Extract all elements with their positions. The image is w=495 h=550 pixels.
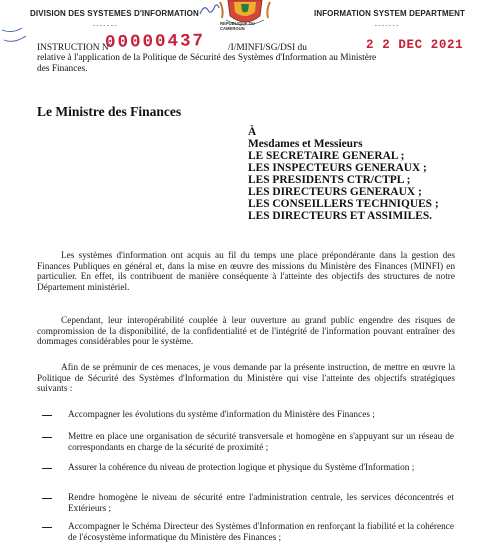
coat-of-arms-seal <box>214 0 276 30</box>
seal-caption: REPUBLIQUE DU CAMEROUN <box>220 21 255 31</box>
date-stamp: 2 2 DEC 2021 <box>366 38 464 52</box>
recipient-line: LE SECRETAIRE GENERAL ; <box>248 150 405 162</box>
instruction-subject-line1: relative à l'application de la Politique de Sécurité des Systèmes d'Information au Ministère <box>37 53 377 63</box>
recipient-line: LES INSPECTEURS GENERAUX ; <box>248 162 427 174</box>
dash-bullet-icon <box>42 415 52 416</box>
recipient-line: LES CONSEILLERS TECHNIQUES ; <box>248 198 439 210</box>
dash-bullet-icon <box>42 527 52 528</box>
body-paragraph: Afin de se prémunir de ces menaces, je vous demande par la présente instruction, de mettre en œuvre la Politique de Sécurité des Systèmes d'Information du Ministère qui vise l'atteinte des objectifs stratégiques suivants : <box>37 363 455 395</box>
dash-bullet-icon <box>42 437 52 438</box>
body-paragraph: Les systèmes d'information ont acquis au fil du temps une place prépondérante dans la gestion des Finances Publiques en général et, dans la mise en œuvre des missions du Ministère des Finances (MINFI) en particulier. En effet, ils contribuent de manière conséquente à l'atteinte des objectifs des structures de notre Département ministériel. <box>37 251 455 293</box>
dash-bullet-icon <box>42 468 52 469</box>
body-paragraph: Cependant, leur interopérabilité couplée à leur ouverture au grand public engendre des risques de compromission de la disponibilité, de la confidentialité et de l'intégrité de l'information pouvant entraîner des dommages considérables pour le système. <box>37 316 455 348</box>
objective-text: Assurer la cohérence du niveau de protection logique et physique du Système d'Information ; <box>68 463 415 473</box>
instruction-prefix: INSTRUCTION N° <box>37 43 113 53</box>
objective-text: Mettre en place une organisation de sécurité transversale et homogène en s'appuyant sur un réseau de correspondants en charge de la sécurité de proximité ; <box>68 432 454 453</box>
recipient-line: LES DIRECTEURS GENERAUX ; <box>248 186 422 198</box>
objective-text: Accompagner les évolutions du système d'information du Ministère des Finances ; <box>68 410 375 420</box>
objective-list-item <box>42 522 454 544</box>
objective-list-item <box>42 493 454 515</box>
recipients-a: À <box>248 126 257 138</box>
recipient-line: LES DIRECTEURS ET ASSIMILES. <box>248 210 433 222</box>
handwritten-initial-mark <box>198 2 220 18</box>
instruction-reference: /I/MINFI/SG/DSI du <box>228 43 307 53</box>
objective-text: Accompagner le Schéma Directeur des Systèmes d'Information en renforçant la fiabilité et la cohérence de l'écosystème informatique du Ministère des Finances ; <box>68 522 454 543</box>
division-header: DIVISION DES SYSTEMES D'INFORMATION <box>30 9 199 18</box>
objective-list-item <box>42 410 454 422</box>
department-header: INFORMATION SYSTEM DEPARTMENT <box>314 9 466 18</box>
recipient-line: Mesdames et Messieurs <box>248 138 363 150</box>
recipient-line: LES PRESIDENTS CTR/CTPL ; <box>248 174 411 186</box>
handwritten-margin-mark <box>0 26 30 46</box>
dash-bullet-icon <box>42 498 52 499</box>
minister-title: Le Ministre des Finances <box>37 104 182 119</box>
department-dashes: ------- <box>374 22 400 29</box>
instruction-number-stamp: 00000437 <box>104 31 206 53</box>
instruction-subject-line2: des Finances. <box>37 64 88 74</box>
objective-text: Rendre homogène le niveau de sécurité entre l'administration centrale, les services déconcentrés et Extérieurs ; <box>68 493 454 514</box>
objective-list-item <box>42 432 454 454</box>
division-dashes: ------- <box>92 22 118 29</box>
objective-list-item <box>42 463 454 485</box>
